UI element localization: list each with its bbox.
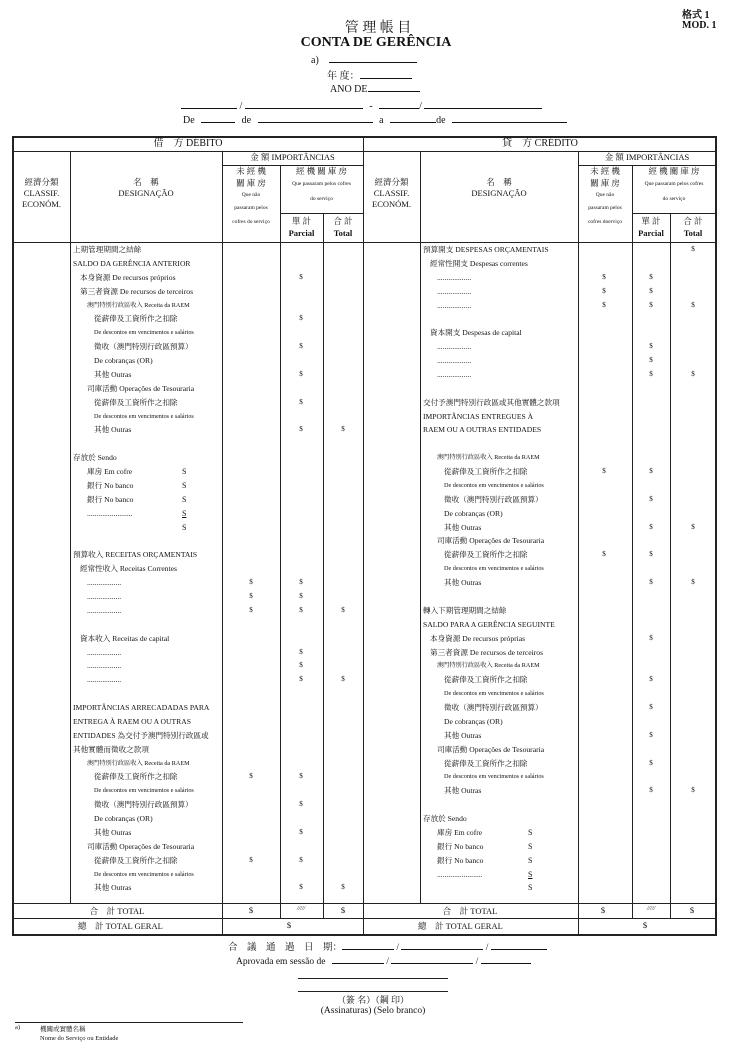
credit-row-label: 交付予澳門特別行政區或其他實體之款項 <box>423 397 560 407</box>
debit-row-label: ........................ <box>87 508 133 518</box>
period-line-zh[interactable] <box>181 99 542 112</box>
credit-row-label: 澳門特別行政區收入 Receita da RAEM <box>437 662 540 670</box>
credit-amount-parcial[interactable]: $ <box>649 272 653 281</box>
credit-row-label: .................. <box>437 272 472 282</box>
credit-row-label: 存放於 Sendo <box>423 814 467 824</box>
period-month-end-pt[interactable] <box>452 113 567 123</box>
de-label: de <box>241 115 252 126</box>
debit-row-label: De descontos em vencimentos e salários <box>94 870 194 878</box>
debit-row-label: 澳門特別行政區收入 Receita da RAEM <box>87 759 190 767</box>
credit-amount-parcial[interactable]: $ <box>649 369 653 378</box>
debit-row-label: 其他 Outras <box>94 369 132 379</box>
grid-line <box>13 903 716 904</box>
credit-amount-total[interactable]: $ <box>691 578 695 587</box>
debit-amount-parcial[interactable]: $ <box>299 272 303 281</box>
debit-classif-zh: 經濟分類 <box>24 177 59 187</box>
footnote-marker: a) <box>15 1024 21 1031</box>
debit-row-label: 第三者資源 De recursos de terceiros <box>80 286 194 296</box>
credit-row-label: 銀行 No banco <box>437 841 484 851</box>
debit-row-label: 預算收入 RECEITAS ORÇAMENTAIS <box>73 550 198 560</box>
debit-amount-parcial[interactable]: $ <box>299 883 303 892</box>
debit-row-subvalue[interactable]: S <box>182 494 187 504</box>
debit-passaram-pt1: Que passaram pelos cofres <box>292 181 351 187</box>
credit-row-label: 徵收（澳門特別行政區預算） <box>444 703 543 713</box>
debit-row-label: De cobranças (OR) <box>94 356 153 366</box>
credit-row-label: 銀行 No banco <box>437 855 484 865</box>
debit-classif-pt1: CLASSIF. <box>23 188 60 198</box>
debit-row-label: 徵收（澳門特別行政區預算） <box>94 800 193 810</box>
debit-row-label: 其他 Outras <box>94 827 132 837</box>
debit-row-label: 澳門特別行政區收入 Receita da RAEM <box>87 301 190 309</box>
debit-nao-passaram-zh2: 關 庫 房 <box>236 178 266 188</box>
credit-row-label: De cobranças (OR) <box>444 508 503 518</box>
debit-row-label: .................. <box>87 647 122 657</box>
credit-amount-parcial[interactable]: $ <box>649 286 653 295</box>
credit-row-label: De cobranças (OR) <box>444 716 503 726</box>
debit-total-parcial: ///// <box>296 906 306 912</box>
debit-row-label: De cobranças (OR) <box>94 814 153 824</box>
slash: / <box>396 943 400 953</box>
debit-passaram-pt2: do serviço <box>310 196 333 202</box>
debit-amount-parcial[interactable]: $ <box>299 772 303 781</box>
debit-nao-passaram-zh1: 未 經 機 <box>236 166 266 176</box>
period-day-start[interactable] <box>181 99 237 109</box>
debit-row-subvalue[interactable]: S <box>182 508 187 518</box>
credit-row-label: .................. <box>437 300 472 310</box>
credit-row-label: ........................ <box>437 869 483 879</box>
debit-parcial-pt: Parcial <box>288 228 315 238</box>
credit-nao-passaram-pt1: Que não <box>595 192 615 198</box>
title-zh: 管 理 帳 目 <box>344 21 412 36</box>
grid-line <box>578 151 579 934</box>
debit-amount-parcial[interactable]: $ <box>299 827 303 836</box>
credit-classif-zh: 經濟分類 <box>374 177 409 187</box>
credit-amount-nao-passaram[interactable]: $ <box>602 300 606 309</box>
approval-label-pt: Aprovada em sessão de <box>236 957 326 967</box>
footnote-divider <box>15 1022 243 1023</box>
debit-row-label: 經常性收入 Receitas Correntes <box>80 564 178 574</box>
approval-year-blank-pt[interactable] <box>481 954 531 964</box>
debit-row-subvalue[interactable]: S <box>182 467 187 477</box>
debit-amount-parcial[interactable]: $ <box>299 397 303 406</box>
debit-designacao-zh: 名 稱 <box>133 177 159 187</box>
credit-row-label: De descontos em vencimentos e salários <box>444 690 544 698</box>
credit-amount-total[interactable]: $ <box>691 245 695 253</box>
credit-passaram-zh: 經 機 關 庫 房 <box>648 166 700 176</box>
credit-row-label: SALDO PARA A GERÊNCIA SEGUINTE <box>423 619 555 629</box>
credit-amount-parcial[interactable]: $ <box>649 467 653 476</box>
credit-amount-parcial[interactable]: $ <box>649 675 653 684</box>
de-label: De <box>183 115 195 126</box>
debit-row-label: 其他 Outras <box>94 883 132 893</box>
year-blank-pt[interactable] <box>368 82 420 92</box>
grid-line <box>12 934 717 936</box>
year-blank-zh[interactable] <box>360 69 412 79</box>
title-pt: CONTA DE GERÊNCIA <box>300 35 452 50</box>
debit-amount-parcial[interactable]: $ <box>299 661 303 670</box>
credit-total-geral-value: $ <box>642 920 648 930</box>
period-day-end[interactable] <box>379 99 419 109</box>
debit-amount-parcial[interactable]: $ <box>299 855 303 864</box>
entity-blank[interactable] <box>329 53 417 63</box>
debit-row-label: 從薪俸及工資所作之扣除 <box>94 314 178 324</box>
entity-label: a) <box>311 55 319 66</box>
debit-amount-nao-passaram[interactable]: $ <box>249 855 253 864</box>
credit-amount-parcial[interactable]: $ <box>649 578 653 587</box>
credit-passaram-pt1: Que passaram pelos cofres <box>644 181 704 187</box>
period-month-start-pt[interactable] <box>258 113 373 123</box>
credit-row-label: RAEM OU A OUTRAS ENTIDADES <box>423 425 542 435</box>
debit-row-label: 銀行 No banco <box>87 494 134 504</box>
credit-nao-passaram-zh1: 未 經 機 <box>590 166 620 176</box>
credit-row-subvalue[interactable]: S <box>528 883 533 893</box>
credit-amount-total[interactable]: $ <box>691 522 695 531</box>
year-label-zh: 年 度： <box>327 71 360 82</box>
debit-nao-passaram-pt1: Que não <box>241 192 261 198</box>
debit-row-label: 其他 Outras <box>94 425 132 435</box>
credit-row-subvalue[interactable]: S <box>528 841 533 851</box>
credit-row-label: .................. <box>437 286 472 296</box>
credit-amount-parcial[interactable]: $ <box>649 786 653 795</box>
credit-total-parcial: ///// <box>646 906 656 912</box>
signature-line[interactable] <box>298 991 448 992</box>
credit-row-label: 司庫活動 Operações de Tesouraria <box>437 744 545 754</box>
a-label: a <box>379 115 384 126</box>
debit-amount-total[interactable]: $ <box>341 675 345 684</box>
debit-amount-parcial[interactable]: $ <box>299 314 303 323</box>
debit-total-geral-label: 總 計 TOTAL GERAL <box>78 921 163 931</box>
approval-day-blank[interactable] <box>342 940 394 950</box>
debit-amount-total[interactable]: $ <box>341 425 345 434</box>
debit-amount-nao-passaram[interactable]: $ <box>249 772 253 781</box>
debit-passaram-zh: 經 機 關 庫 房 <box>295 166 347 176</box>
credit-amount-parcial[interactable]: $ <box>649 300 653 309</box>
debit-amount-nao-passaram[interactable]: $ <box>249 578 253 587</box>
credit-row-label: De descontos em vencimentos e salários <box>444 481 544 489</box>
debit-nao-passaram-pt2: passaram pelos <box>234 205 268 211</box>
year-label-pt: ANO DE <box>330 84 368 95</box>
credit-amount-parcial[interactable]: $ <box>649 703 653 712</box>
slash: / <box>419 101 422 112</box>
approval-date-zh[interactable] <box>228 939 547 953</box>
debit-amount-total[interactable]: $ <box>341 883 345 892</box>
grid-line <box>715 136 717 936</box>
debit-parcial-zh: 單 計 <box>291 216 312 226</box>
grid-line <box>280 213 363 214</box>
debit-row-label: 庫房 Em cofre <box>87 467 133 477</box>
debit-row-label: 從薪俸及工資所作之扣除 <box>94 772 178 782</box>
debit-row-label: .................. <box>87 661 122 671</box>
credit-amount-nao-passaram[interactable]: $ <box>602 286 606 295</box>
credit-row-label: 其他 Outras <box>444 578 482 588</box>
approval-month-blank[interactable] <box>401 940 483 950</box>
period-month-end[interactable] <box>424 99 542 109</box>
credit-nao-passaram-zh2: 關 庫 房 <box>590 178 620 188</box>
debit-classif-pt2: ECONÓM. <box>22 199 61 209</box>
credit-importancias: 金 額 IMPORTÂNCIAS <box>604 152 690 162</box>
credit-amount-total[interactable]: $ <box>691 786 695 795</box>
credit-row-label: 其他 Outras <box>444 522 482 532</box>
credit-row-label: .................. <box>437 369 472 379</box>
debit-importancias: 金 額 IMPORTÂNCIAS <box>250 152 335 162</box>
debit-total-label: 合 計 TOTAL <box>89 906 145 916</box>
form-code-zh: 格式 1 <box>682 10 710 21</box>
credit-amount-parcial[interactable]: $ <box>649 633 653 642</box>
period-month-start[interactable] <box>245 99 363 109</box>
credit-row-label: 從薪俸及工資所作之扣除 <box>444 675 528 685</box>
grid-line <box>70 151 71 903</box>
approval-day-blank-pt[interactable] <box>332 954 384 964</box>
debit-amount-parcial[interactable]: $ <box>299 647 303 656</box>
credit-row-label: 經常性開支 Despesas correntes <box>430 258 528 268</box>
credit-amount-parcial[interactable]: $ <box>649 758 653 767</box>
credit-amount-parcial[interactable]: $ <box>649 342 653 351</box>
debit-title: 借 方 DÉBITO <box>153 138 223 149</box>
signature-label-pt: (Assinaturas) (Selo branco) <box>320 1006 426 1016</box>
debit-amount-parcial[interactable]: $ <box>299 369 303 378</box>
credit-total-label: 合 計 TOTAL <box>442 906 498 916</box>
grid-line <box>222 151 223 934</box>
debit-row-label: 其他實體而徵收之款項 <box>73 744 149 754</box>
credit-parcial-zh: 單 計 <box>641 216 661 226</box>
grid-line <box>632 213 716 214</box>
slash: / <box>239 101 243 112</box>
debit-amount-parcial[interactable]: $ <box>299 675 303 684</box>
debit-row-label: 存放於 Sendo <box>73 453 117 463</box>
credit-total-zh: 合 計 <box>683 216 703 226</box>
credit-amount-parcial[interactable]: $ <box>649 550 653 559</box>
credit-amount-total[interactable]: $ <box>691 369 695 378</box>
credit-parcial-pt: Parcial <box>638 228 664 238</box>
credit-row-label: 庫房 Em cofre <box>437 827 483 837</box>
grid-line <box>12 136 14 936</box>
credit-row-label: De descontos em vencimentos e salários <box>444 565 544 573</box>
credit-row-label: 其他 Outras <box>444 786 482 796</box>
debit-row-label: 從薪俸及工資所作之扣除 <box>94 855 178 865</box>
footnote-zh: 機關或實體名稱 <box>40 1026 86 1033</box>
credit-passaram-pt2: do serviço <box>662 196 686 202</box>
grid-line <box>632 165 633 918</box>
grid-line <box>280 165 281 918</box>
debit-row-label: ENTREGA À RAEM OU A OUTRAS <box>73 716 191 726</box>
period-line-pt[interactable] <box>183 113 567 126</box>
credit-amount-nao-passaram[interactable]: $ <box>602 272 606 281</box>
credit-row-label: 本身資源 De recursos próprias <box>430 633 526 643</box>
credit-amount-parcial[interactable]: $ <box>649 356 653 365</box>
credit-row-label: .................. <box>437 356 472 366</box>
credit-row-label: 從薪俸及工資所作之扣除 <box>444 758 528 768</box>
debit-row-label: 司庫活動 Operações de Tesouraria <box>87 841 195 851</box>
debit-row-label: 上期管理期間之結餘 <box>73 245 142 254</box>
debit-row-label: IMPORTÂNCIAS ARRECADADAS PARA <box>73 703 210 713</box>
period-day-start-pt[interactable] <box>201 113 235 123</box>
approval-date-pt[interactable] <box>236 954 531 967</box>
credit-row-label: 資本開支 Despesas de capital <box>430 328 522 338</box>
credit-total-geral-label: 總 計 TOTAL GERAL <box>418 921 503 931</box>
debit-total-nao-passaram: $ <box>248 905 254 915</box>
debit-row-subvalue[interactable]: S <box>182 480 187 490</box>
grid-line <box>363 137 364 935</box>
approval-month-blank-pt[interactable] <box>391 954 473 964</box>
credit-row-label: 澳門特別行政區收入 Receita da RAEM <box>437 454 540 462</box>
credit-title: 貸 方 CRÉDITO <box>502 138 578 149</box>
debit-row-label: 銀行 No banco <box>87 480 134 490</box>
debit-row-label: .................. <box>87 605 122 615</box>
credit-row-label: IMPORTÂNCIAS ENTREGUES À <box>423 411 534 421</box>
credit-amount-total[interactable]: $ <box>691 300 695 309</box>
signature-line[interactable] <box>298 978 448 979</box>
credit-row-subvalue[interactable]: S <box>528 869 533 879</box>
debit-row-label: 司庫活動 Operações de Tesouraria <box>87 383 195 393</box>
form-code-pt: MOD. 1 <box>682 20 717 31</box>
credit-row-label: 從薪俸及工資所作之扣除 <box>444 550 528 560</box>
credit-total-pt: Total <box>683 228 703 238</box>
debit-amount-parcial[interactable]: $ <box>299 425 303 434</box>
slash: / <box>485 943 489 953</box>
grid-line <box>12 136 717 138</box>
grid-line <box>13 918 716 919</box>
credit-designacao-zh: 名 稱 <box>486 177 512 187</box>
debit-row-label: SALDO DA GERÊNCIA ANTERIOR <box>73 258 191 268</box>
debit-row-label: De descontos em vencimentos e salários <box>94 412 194 420</box>
debit-row-label: 從薪俸及工資所作之扣除 <box>94 397 178 407</box>
credit-classif-pt2: ECONÓM. <box>372 199 411 209</box>
credit-row-label: .................. <box>437 342 472 352</box>
credit-total-total: $ <box>689 905 695 915</box>
credit-total-nao-passaram: $ <box>600 905 606 915</box>
credit-row-label: 預算開支 DESPESAS ORÇAMENTAIS <box>423 245 549 254</box>
footnote-pt: Nome do Serviço ou Entidade <box>40 1035 119 1042</box>
debit-row-label: .................. <box>87 675 122 685</box>
debit-total-zh: 合 計 <box>333 216 353 226</box>
grid-line <box>670 213 671 918</box>
credit-nao-passaram-pt3: cofres doerviço <box>587 219 623 225</box>
debit-designacao-pt: DESIGNAÇÃO <box>118 188 174 198</box>
de-label: de <box>436 115 446 126</box>
grid-line <box>323 213 324 918</box>
year-field-zh[interactable] <box>327 67 412 82</box>
credit-row-label: 從薪俸及工資所作之扣除 <box>444 467 528 477</box>
debit-nao-passaram-pt3: cofres do serviço <box>232 219 270 225</box>
credit-nao-passaram-pt2: passaram pelos <box>588 205 622 211</box>
debit-row-label: ENTIDADES 為交付予澳門特別行政區或 <box>73 730 209 740</box>
debit-row-label: 資本收入 Receitas de capital <box>80 633 170 643</box>
credit-row-label: 徵收（澳門特別行政區預算） <box>444 494 543 504</box>
debit-amount-parcial[interactable]: $ <box>299 592 303 600</box>
slash: / <box>386 957 389 967</box>
credit-row-subvalue[interactable]: S <box>528 827 533 837</box>
credit-amount-parcial[interactable]: $ <box>649 730 653 739</box>
debit-amount-parcial[interactable]: $ <box>299 800 303 809</box>
credit-row-label: 第三者資源 De recursos de terceiros <box>430 647 544 657</box>
debit-row-label: 徵收（澳門特別行政區預算） <box>94 342 193 352</box>
debit-amount-parcial[interactable]: $ <box>299 578 303 587</box>
signature-label-zh: （簽 名）（鋼 印） <box>336 995 410 1005</box>
entity-field[interactable] <box>311 53 417 66</box>
credit-classif-pt1: CLASSIF. <box>373 188 410 198</box>
debit-row-subvalue[interactable]: S <box>182 522 187 532</box>
credit-row-label: 轉入下期管理期間之結餘 <box>423 605 507 615</box>
debit-total-total: $ <box>340 905 346 915</box>
year-field-pt[interactable] <box>330 82 420 95</box>
slash: / <box>475 957 479 967</box>
credit-row-label: 其他 Outras <box>444 730 482 740</box>
approval-label-zh: 合 議 通 過 日 期： <box>228 943 343 953</box>
credit-designacao-pt: DESIGNAÇÃO <box>471 188 527 198</box>
debit-total-geral-value: $ <box>286 920 292 930</box>
debit-row-label: .................. <box>87 592 122 601</box>
approval-year-blank[interactable] <box>491 940 547 950</box>
debit-amount-nao-passaram[interactable]: $ <box>249 592 253 600</box>
credit-row-label: 司庫活動 Operações de Tesouraria <box>437 536 545 546</box>
debit-row-label: De descontos em vencimentos e salários <box>94 787 194 795</box>
debit-row-label: De descontos em vencimentos e salários <box>94 329 194 337</box>
debit-row-label: 本身資源 De recursos próprios <box>80 272 176 282</box>
dash: - <box>369 101 373 112</box>
credit-amount-nao-passaram[interactable]: $ <box>602 550 606 559</box>
credit-row-subvalue[interactable]: S <box>528 855 533 865</box>
debit-row-label: .................. <box>87 578 122 588</box>
credit-row-label: De descontos em vencimentos e salários <box>444 773 544 781</box>
debit-amount-parcial[interactable]: $ <box>299 342 303 351</box>
debit-total-pt: Total <box>333 228 353 238</box>
debit-amount-parcial[interactable]: $ <box>299 605 303 614</box>
credit-amount-nao-passaram[interactable]: $ <box>602 467 606 476</box>
credit-amount-parcial[interactable]: $ <box>649 522 653 531</box>
debit-amount-nao-passaram[interactable]: $ <box>249 605 253 614</box>
grid-line <box>420 151 421 903</box>
credit-amount-parcial[interactable]: $ <box>649 494 653 503</box>
period-day-end-pt[interactable] <box>390 113 436 123</box>
debit-amount-total[interactable]: $ <box>341 605 345 614</box>
